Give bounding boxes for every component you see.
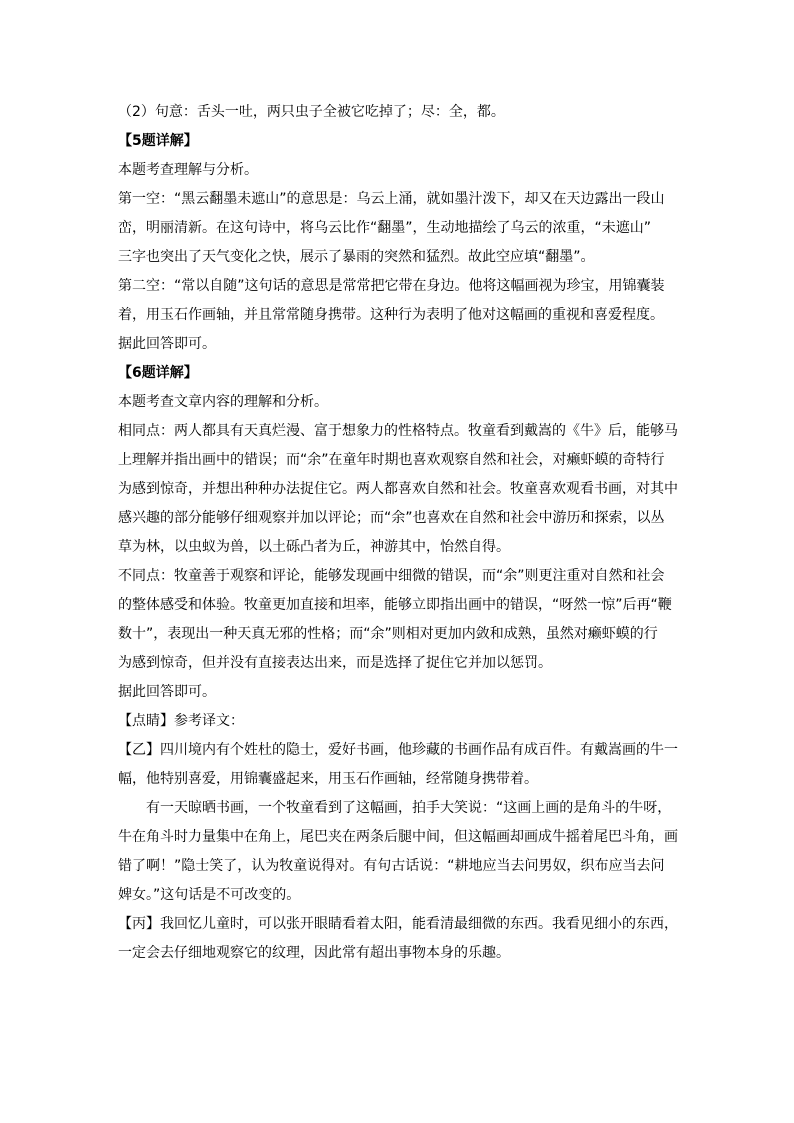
paragraph-line: 幅，他特别喜爱，用锦囊盛起来，用玉石作画轴，经常随身携带着。 xyxy=(118,771,538,787)
q5-paragraph-1 xyxy=(118,187,684,270)
paragraph-line: 相同点：两人都具有天真烂漫、富于想象力的性格特点。牧童看到戴嵩的《牛》后，能够马 xyxy=(118,423,678,439)
paragraph-line: 上理解并指出画中的错误；而“余”在童年时期也喜欢观察自然和社会，对癞虾蟆的奇特行 xyxy=(118,452,665,468)
paragraph-line: 峦，明丽清新。在这句诗中，将乌云比作“翻墨”，生动地描绘了乌云的浓重，“未遮山” xyxy=(118,220,652,236)
paragraph-line: 一定会去仔细地观察它的纹理，因此常有超出事物本身的乐趣。 xyxy=(118,945,510,961)
paragraph-line: 据此回答即可。 xyxy=(118,336,216,352)
paragraph-line: 第二空：“常以自随”这句话的意思是常常把它带在身边。他将这幅画视为珍宝，用锦囊装 xyxy=(118,278,665,294)
paragraph-line: 草为林，以虫蚁为兽，以土砾凸者为丘，神游其中，怡然自得。 xyxy=(118,539,510,555)
q6-similarities xyxy=(118,419,684,560)
translation-story xyxy=(118,796,684,908)
paragraph-line: 为感到惊奇，并想出种种办法捉住它。两人都喜欢自然和社会。牧童喜欢观看书画，对其中 xyxy=(118,481,678,497)
paragraph-line: 【乙】四川境内有个姓杜的隐士，爱好书画，他珍藏的书画作品有成百件。有戴嵩画的牛一 xyxy=(118,742,678,758)
document-page xyxy=(118,100,684,966)
paragraph-line: 不同点：牧童善于观察和评论，能够发现画中细微的错误，而“余”则更注重对自然和社会 xyxy=(118,568,665,584)
paragraph-line: 错了啊！”隐士笑了，认为牧童说得对。有句古话说：“耕地应当去问男奴，织布应当去问 xyxy=(118,858,665,874)
paragraph-line: 三字也突出了天气变化之快，展示了暴雨的突然和猛烈。故此空应填“翻墨”。 xyxy=(118,249,595,265)
paragraph-line: 据此回答即可。 xyxy=(118,684,216,700)
translation-bing xyxy=(118,912,684,966)
paragraph-line: 的整体感受和体验。牧童更加直接和坦率，能够立即指出画中的错误，“呀然一惊”后再“鞭 xyxy=(118,597,672,613)
q2-explanation: （2）句意：舌头一吐，两只虫子全被它吃掉了；尽：全，都。 xyxy=(118,104,505,120)
dianjing-heading: 【点睛】参考译文： xyxy=(118,713,244,729)
q6-intro: 本题考查文章内容的理解和分析。 xyxy=(118,394,328,410)
q6-heading: 【6题详解】 xyxy=(118,365,198,381)
paragraph-line: 数十”，表现出一种天真无邪的性格；而“余”则相对更加内敛和成熟，虽然对癞虾蟆的行 xyxy=(118,626,658,642)
paragraph-line: 着，用玉石作画轴，并且常常随身携带。这种行为表明了他对这幅画的重视和喜爱程度。 xyxy=(118,307,664,323)
paragraph-line: 有一天晾晒书画，一个牧童看到了这幅画，拍手大笑说：“这画上画的是角斗的牛呀， xyxy=(146,800,672,816)
q6-differences xyxy=(118,564,684,705)
paragraph-line: 【丙】我回忆儿童时，可以张开眼睛看着太阳，能看清最细微的东西。我看见细小的东西， xyxy=(118,916,678,932)
paragraph-line: 婢女。”这句话是不可改变的。 xyxy=(118,887,301,903)
paragraph-line: 感兴趣的部分能够仔细观察并加以评论；而“余”也喜欢在自然和社会中游历和探索，以丛 xyxy=(118,510,665,526)
q5-heading: 【5题详解】 xyxy=(118,133,198,149)
paragraph-line: 牛在角斗时力量集中在角上，尾巴夹在两条后腿中间，但这幅画却画成牛摇着尾巴斗角，画 xyxy=(118,829,678,845)
translation-yi xyxy=(118,738,684,792)
paragraph-line: 第一空：“黑云翻墨未遮山”的意思是：乌云上涌，就如墨汁泼下，却又在天边露出一段山 xyxy=(118,191,665,207)
paragraph-line: 为感到惊奇，但并没有直接表达出来，而是选择了捉住它并加以惩罚。 xyxy=(118,655,552,671)
q5-intro: 本题考查理解与分析。 xyxy=(118,162,258,178)
q5-paragraph-2 xyxy=(118,274,684,357)
